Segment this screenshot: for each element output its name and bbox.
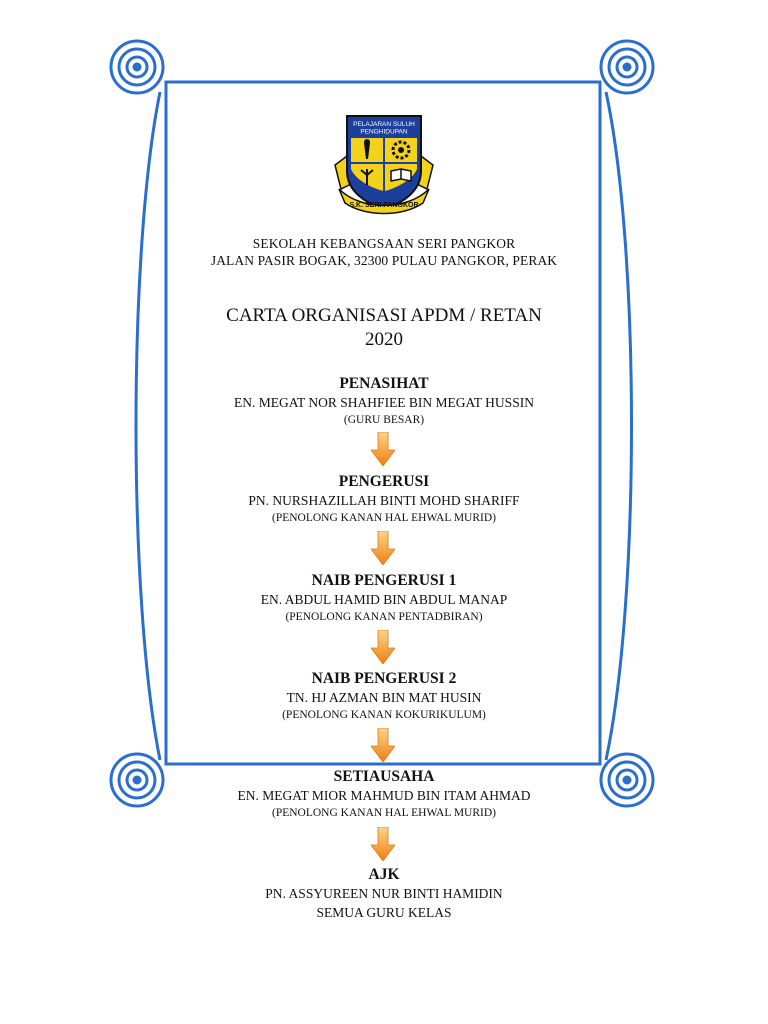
spiral-top-right-icon xyxy=(601,41,653,93)
role-penasihat: PENASIHAT xyxy=(339,375,429,392)
school-address: JALAN PASIR BOGAK, 32300 PULAU PANGKOR, PERAK xyxy=(210,253,558,268)
school-crest-logo xyxy=(333,113,435,217)
school-name: SEKOLAH KEBANGSAAN SERI PANGKOR xyxy=(252,236,516,251)
down-arrow-icon xyxy=(371,432,395,466)
role-naib-pengerusi-2: NAIB PENGERUSI 2 xyxy=(311,670,457,687)
person-post: (PENOLONG KANAN HAL EHWAL MURID) xyxy=(271,512,496,524)
spiral-top-left-icon xyxy=(111,41,163,93)
person-name: TN. HJ AZMAN BIN MAT HUSIN xyxy=(286,690,482,705)
svg-text:PELAJARAN SULUH: PELAJARAN SULUH xyxy=(353,121,415,128)
down-arrow-icon xyxy=(371,630,395,664)
person-name: PN. NURSHAZILLAH BINTI MOHD SHARIFF xyxy=(248,493,520,508)
person-post: (GURU BESAR) xyxy=(343,414,425,426)
down-arrow-icon xyxy=(371,827,395,861)
frame-left-rail xyxy=(136,92,160,760)
person-post: (PENOLONG KANAN PENTADBIRAN) xyxy=(285,611,483,623)
person-name: EN. MEGAT MIOR MAHMUD BIN ITAM AHMAD xyxy=(237,788,531,803)
frame-right-rail xyxy=(606,92,632,760)
person-name: EN. ABDUL HAMID BIN ABDUL MANAP xyxy=(260,592,508,607)
person-name: EN. MEGAT NOR SHAHFIEE BIN MEGAT HUSSIN xyxy=(234,395,534,410)
chart-title: CARTA ORGANISASI APDM / RETAN xyxy=(226,305,542,326)
role-setiausaha: SETIAUSAHA xyxy=(333,768,435,785)
role-ajk: AJK xyxy=(368,866,400,883)
down-arrow-icon xyxy=(371,531,395,565)
person-name: PN. ASSYUREEN NUR BINTI HAMIDIN xyxy=(265,886,503,901)
role-naib-pengerusi-1: NAIB PENGERUSI 1 xyxy=(311,572,457,589)
svg-text:S.K. SERI PANGKOR: S.K. SERI PANGKOR xyxy=(349,202,419,209)
person-name-2: SEMUA GURU KELAS xyxy=(316,905,452,920)
chart-year: 2020 xyxy=(365,329,403,350)
svg-text:PENGHIDUPAN: PENGHIDUPAN xyxy=(360,128,408,136)
person-post: (PENOLONG KANAN HAL EHWAL MURID) xyxy=(271,807,496,819)
down-arrow-icon xyxy=(371,728,395,762)
role-pengerusi: PENGERUSI xyxy=(338,473,430,490)
person-post: (PENOLONG KANAN KOKURIKULUM) xyxy=(282,709,486,721)
